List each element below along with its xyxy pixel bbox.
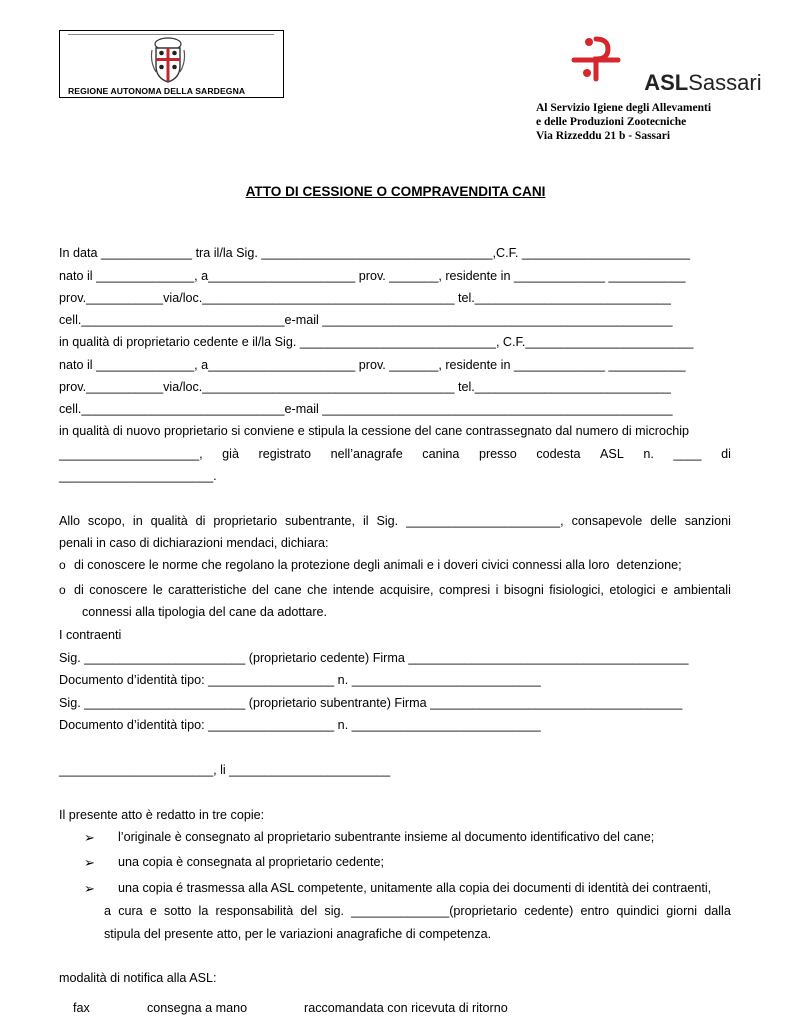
microchip-line-word: registrato [258,447,312,461]
purpose-line-word: proprietario [213,514,278,528]
purpose-line-word: ______________________, [406,514,564,528]
declaration-2 [74,583,731,598]
microchip-line [59,447,731,462]
address-line-3: Via Rizzeddu 21 b - Sassari [536,130,671,142]
region-logo-rule [68,34,274,35]
declaration-2-word: conoscere [89,583,148,597]
purpose-line-word: Sig. [376,514,399,528]
notification-option-registered: raccomandata con ricevuta di ritorno [304,1001,508,1015]
form-line-birth-2: nato il ______________, a_____________________ prov. _______, residente in _____________ ___________ [59,358,686,372]
copy-asl-line-2-word: dalla [704,904,731,918]
copy-asl-line-2-word: sig. [324,904,344,918]
declaration-2-word: che [307,583,328,597]
copy-asl: una copia é trasmessa alla ASL competente, unitamente alla copia dei documenti di identità dei contraenti, [118,881,712,895]
purpose-line-word: di [195,514,206,528]
copy-cedente: una copia è consegnata al proprietario cedente; [118,855,385,869]
microchip-line-word: ASL [600,447,624,461]
contraenti-label: I contraenti [59,628,122,642]
signature-line-cedente: Sig. _______________________ (proprietario cedente) Firma ________________________________________ [59,651,689,665]
declaration-2-word: intende [332,583,375,597]
declaration-2-word: di [74,583,84,597]
copies-arrow-3: ➢ [84,881,95,896]
signature-line-subentrante: Sig. _______________________ (proprietario subentrante) Firma ____________________________________ [59,696,683,710]
copy-asl-line-3: stipula del presente atto, per le variazioni anagrafiche di competenza. [104,927,492,941]
form-line-address: prov.___________via/loc.____________________________________ tel.____________________________ [59,291,671,305]
id-document-line-subentrante: Documento d’identità tipo: __________________ n. ___________________________ [59,718,541,732]
asl-logo-rest: Sassari [688,70,762,95]
declaration-2-word: etologici [609,583,656,597]
document-title-text: ATTO DI CESSIONE O COMPRAVENDITA CANI [245,184,546,199]
copy-asl-line-2-word: e [149,904,157,918]
declaration-2-word: compresi [439,583,491,597]
copy-asl-line-2-word: responsabilità [215,904,294,918]
form-line-second-party: in qualità di proprietario cedente e il/la Sig. ____________________________, C.F.________________________ [59,335,694,349]
copies-intro: Il presente atto è redatto in tre copie: [59,808,265,822]
asl-logo-icon [568,33,624,85]
document-title [0,184,791,199]
microchip-line-word: nell’anagrafe [330,447,403,461]
purpose-line-end: penali in caso di dichiarazioni mendaci, dichiara: [59,536,329,550]
declaration-2-word: bisogni [503,583,544,597]
purpose-line-word: consapevole [571,514,643,528]
purpose-line-word: scopo, [87,514,126,528]
copy-asl-line-2-word: entro [580,904,610,918]
form-line-birth: nato il ______________, a_____________________ prov. _______, residente in _____________ ___________ [59,269,686,283]
copy-asl-line-2-word: cura [118,904,143,918]
copy-asl-line-2-word: cedente) [524,904,574,918]
copy-asl-line-2-word: del [300,904,318,918]
copy-asl-line-2-word: quindici [616,904,660,918]
form-line-new-owner: in qualità di nuovo proprietario si conviene e stipula la cessione del cane contrassegnato dal numero di microchip [59,424,690,438]
form-line-contacts-2: cell._____________________________e-mail __________________________________________________ [59,402,673,416]
copy-original: l’originale è consegnato al proprietario subentrante insieme al documento identificativo del cane; [118,830,655,844]
address-line-2: e delle Produzioni Zootecniche [536,116,687,128]
declaration-2-word: i [495,583,499,597]
copy-asl-line-2 [104,904,731,919]
declaration-2-word: acquisire, [379,583,434,597]
declaration-2-word: cane [274,583,302,597]
copies-arrow-2: ➢ [84,855,95,870]
microchip-line-word: codesta [536,447,581,461]
form-line-address-2: prov.___________via/loc.____________________________________ tel.____________________________ [59,380,671,394]
copy-asl-line-2-word: ______________(proprietario [351,904,518,918]
purpose-line-word: il [362,514,369,528]
copy-asl-line-2-word: giorni [666,904,698,918]
microchip-line-word: n. [643,447,654,461]
purpose-line-word: subentrante, [285,514,356,528]
declaration-1: di conoscere le norme che regolano la protezione degli animali e i doveri civici connessi alla loro detenzione; [74,558,682,572]
purpose-line-word: sanzioni [684,514,731,528]
declaration-2-word: caratteristiche [168,583,247,597]
copies-arrow-1: ➢ [84,830,95,845]
declaration-2-word: del [252,583,269,597]
microchip-line-word: canina [422,447,460,461]
notification-label: modalità di notifica alla ASL: [59,971,217,985]
purpose-line-word: qualità [150,514,188,528]
declaration-bullet-1: o [59,558,66,572]
region-logo-text: REGIONE AUTONOMA DELLA SARDEGNA [68,86,246,96]
microchip-line-word: di [721,447,731,461]
asl-logo-text [632,44,762,96]
declaration-2-end: connessi alla tipologia del cane da adottare. [82,605,328,619]
form-line-contacts: cell._____________________________e-mail __________________________________________________ [59,313,673,327]
microchip-line-end: ______________________. [59,469,217,483]
purpose-line [59,514,731,529]
form-line-date: In data _____________ tra il/la Sig. _________________________________,C.F. ________________________ [59,246,690,260]
declaration-bullet-2: o [59,583,66,597]
declaration-2-word: ambientali [673,583,731,597]
microchip-line-word: già [222,447,239,461]
purpose-line-word: in [132,514,143,528]
notification-option-fax: fax [73,1001,90,1015]
place-date-line: ______________________, li _______________________ [59,763,391,777]
address-line-1: Al Servizio Igiene degli Allevamenti [536,102,712,114]
asl-logo-bold: ASL [644,70,689,95]
copy-asl-line-2-word: sotto [164,904,192,918]
copy-asl-line-2-word: la [198,904,209,918]
purpose-line-word: delle [650,514,677,528]
declaration-2-word: le [152,583,163,597]
microchip-line-word: ____________________, [59,447,203,461]
declaration-2-word: fisiologici, [549,583,604,597]
microchip-line-word: ____ [673,447,702,461]
copy-asl-line-2-word: a [104,904,112,918]
purpose-line-word: Allo [59,514,80,528]
id-document-line-cedente: Documento d’identità tipo: __________________ n. ___________________________ [59,673,541,687]
region-coat-of-arms-icon [148,36,188,84]
microchip-line-word: presso [478,447,517,461]
notification-option-hand: consegna a mano [147,1001,248,1015]
declaration-2-word: e [661,583,669,597]
